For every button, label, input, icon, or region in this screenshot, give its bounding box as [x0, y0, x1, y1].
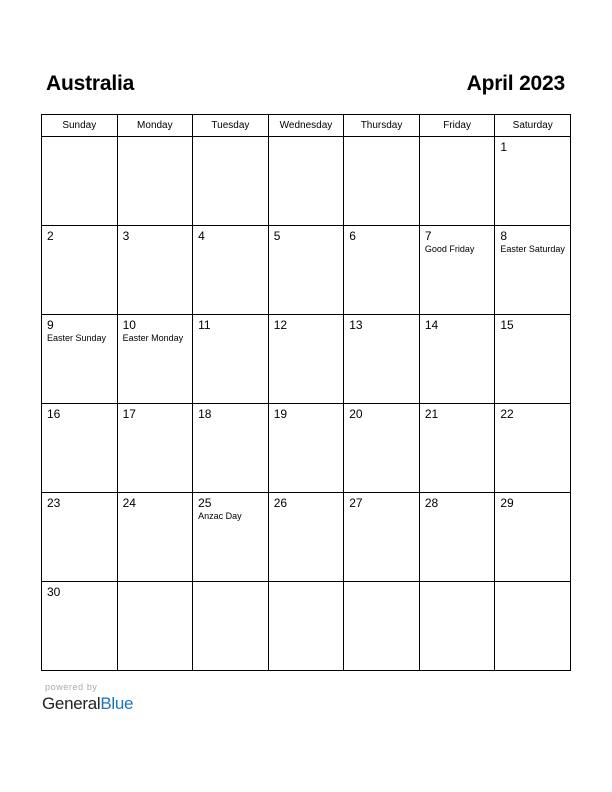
day-number: 5: [273, 229, 281, 243]
day-number: [42, 137, 117, 140]
day-cell: [419, 582, 495, 671]
day-cell: [193, 226, 269, 315]
day-cell: [117, 493, 193, 582]
day-cell: [42, 493, 118, 582]
weekday-header: Friday: [419, 115, 495, 137]
day-cell: [419, 493, 495, 582]
day-cell: [344, 226, 420, 315]
day-number: 12: [273, 318, 288, 332]
powered-by-text: powered by: [45, 682, 98, 692]
day-cell: [268, 137, 344, 226]
week-row: [42, 493, 571, 582]
day-cell: [42, 404, 118, 493]
day-cell: [495, 404, 571, 493]
holiday-label: Easter Saturday: [500, 244, 565, 254]
day-cell: [419, 315, 495, 404]
day-cell: [268, 404, 344, 493]
day-cell: [344, 137, 420, 226]
day-number: 2: [47, 229, 54, 243]
day-cell: [42, 137, 118, 226]
weekday-header: Tuesday: [193, 115, 269, 137]
day-number: [193, 137, 268, 140]
day-cell: [419, 137, 495, 226]
day-cell: [344, 315, 420, 404]
day-cell: [495, 582, 571, 671]
day-number: [118, 582, 193, 585]
day-number: 1: [500, 140, 508, 154]
day-number: 13: [349, 318, 363, 332]
calendar-month-title: April 2023: [466, 72, 565, 95]
day-number: 10: [122, 318, 136, 332]
day-number: 7: [424, 229, 432, 243]
day-number: 23: [47, 496, 61, 510]
week-row: [42, 226, 571, 315]
day-number: 29: [500, 496, 514, 510]
day-number: 6: [349, 229, 356, 243]
day-cell: [42, 582, 118, 671]
day-cell: [193, 137, 269, 226]
day-cell: [495, 226, 571, 315]
logo-text-general: General: [42, 694, 101, 713]
holiday-label: Anzac Day: [198, 511, 242, 521]
day-number: 20: [349, 407, 363, 421]
holiday-label: Easter Sunday: [47, 333, 107, 343]
day-number: 11: [198, 318, 211, 332]
day-cell: [344, 404, 420, 493]
day-cell: [117, 315, 193, 404]
day-cell: [193, 404, 269, 493]
day-cell: [117, 404, 193, 493]
day-cell: [193, 493, 269, 582]
day-number: 28: [424, 496, 439, 510]
day-cell: [268, 226, 344, 315]
day-cell: [495, 315, 571, 404]
day-cell: [495, 137, 571, 226]
day-cell: [495, 493, 571, 582]
day-cell: [419, 226, 495, 315]
generalblue-logo: [42, 693, 133, 715]
day-cell: [117, 226, 193, 315]
weekday-header: Sunday: [42, 115, 118, 137]
day-cell: [193, 315, 269, 404]
day-cell: [42, 315, 118, 404]
day-number: [420, 582, 495, 585]
day-number: 14: [424, 318, 439, 332]
day-cell: [117, 137, 193, 226]
day-number: [193, 582, 268, 585]
day-cell: [344, 582, 420, 671]
day-number: 17: [122, 407, 136, 421]
day-number: [420, 137, 495, 140]
weekday-header: Saturday: [495, 115, 571, 137]
day-number: 26: [273, 496, 288, 510]
week-row: [42, 137, 571, 226]
day-number: 8: [500, 229, 508, 243]
day-cell: [42, 226, 118, 315]
weekday-header: Monday: [117, 115, 193, 137]
day-number: 19: [273, 407, 288, 421]
day-number: 24: [122, 496, 136, 510]
week-row: [42, 315, 571, 404]
day-number: [344, 137, 419, 140]
day-number: 21: [424, 407, 439, 421]
day-number: [495, 582, 570, 585]
day-cell: [117, 582, 193, 671]
day-cell: [268, 582, 344, 671]
holiday-label: Good Friday: [424, 244, 475, 254]
day-number: 16: [47, 407, 61, 421]
day-number: 27: [349, 496, 363, 510]
day-number: 9: [47, 318, 54, 332]
holiday-label: Easter Monday: [122, 333, 184, 343]
calendar-country-title: Australia: [46, 72, 135, 95]
day-cell: [268, 493, 344, 582]
day-cell: [268, 315, 344, 404]
day-number: [269, 137, 344, 140]
week-row: [42, 582, 571, 671]
logo-text-blue: Blue: [100, 694, 134, 713]
weekday-header: Wednesday: [268, 115, 344, 137]
day-number: [118, 137, 193, 140]
day-number: 22: [500, 407, 514, 421]
calendar-body: [42, 137, 571, 671]
day-number: [344, 582, 419, 585]
day-cell: [193, 582, 269, 671]
week-row: [42, 404, 571, 493]
weekday-header: Thursday: [344, 115, 420, 137]
day-cell: [419, 404, 495, 493]
day-number: 15: [500, 318, 514, 332]
calendar-grid: [41, 114, 571, 671]
day-number: 30: [47, 585, 61, 599]
day-number: [269, 582, 344, 585]
day-number: 3: [122, 229, 130, 243]
day-number: 18: [198, 407, 212, 421]
day-number: 4: [198, 229, 205, 243]
day-number: 25: [198, 496, 212, 510]
day-cell: [344, 493, 420, 582]
weekday-header-row: [42, 115, 571, 137]
